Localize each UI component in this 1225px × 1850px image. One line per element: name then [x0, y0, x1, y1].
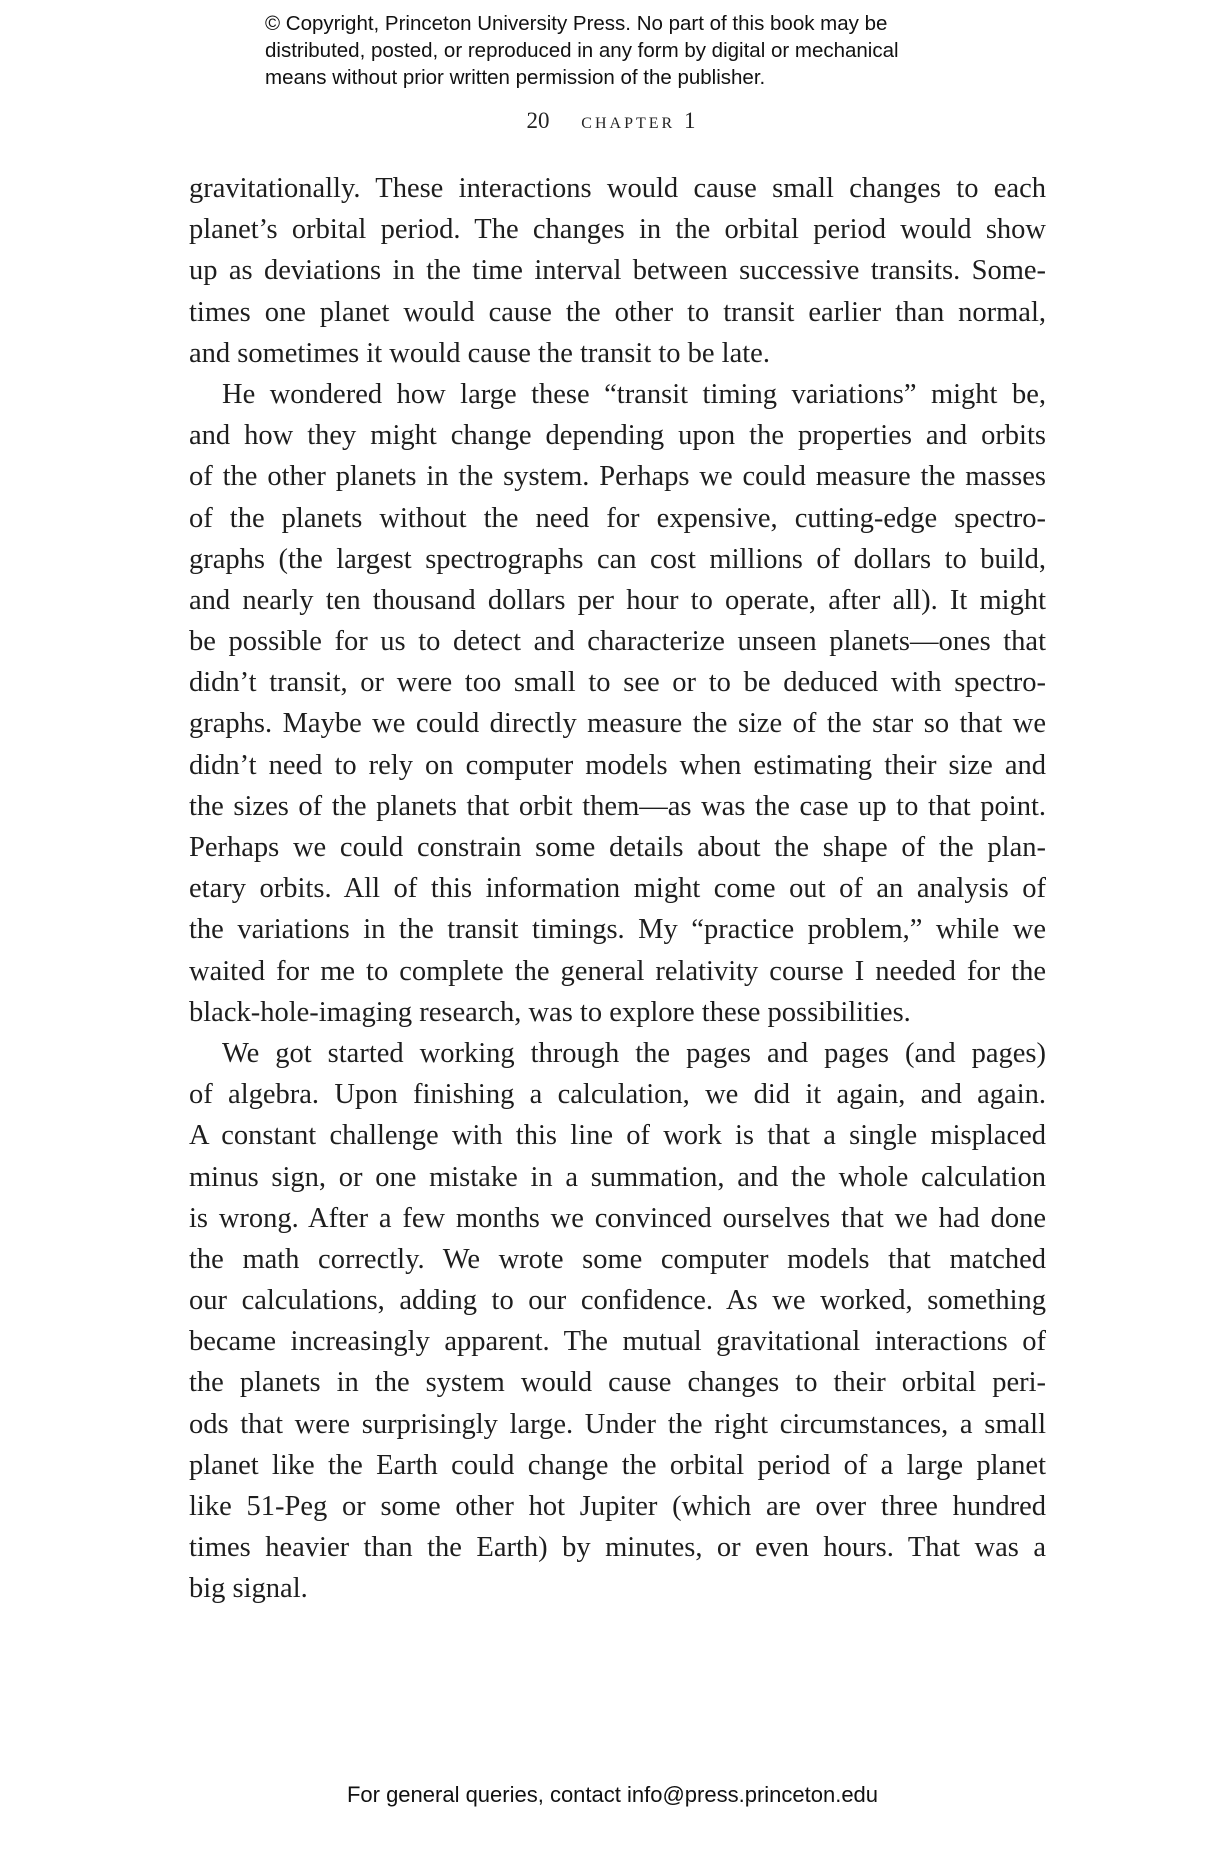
text-line: etary orbits. All of this information might come out of an analysis of [189, 873, 1046, 905]
body-text [189, 168, 1046, 1610]
text-line: minus sign, or one mistake in a summation, and the whole calculation [189, 1161, 1046, 1193]
text-line: of the planets without the need for expensive, cutting-edge spectro- [189, 502, 1046, 534]
text-line: graphs (the largest spectrographs can cost millions of dollars to build, [189, 543, 1046, 575]
page-number: 20 [526, 108, 550, 133]
text-line: our calculations, adding to our confidence. As we worked, something [189, 1285, 1046, 1317]
text-line: be possible for us to detect and characterize unseen planets—ones that [189, 626, 1046, 658]
text-line: and nearly ten thousand dollars per hour to operate, after all). It might [189, 584, 1046, 616]
text-line: He wondered how large these “transit timing variations” might be, [222, 378, 1046, 410]
text-line: gravitationally. These interactions would cause small changes to each [189, 173, 1046, 204]
text-line: of the other planets in the system. Perhaps we could measure the masses [189, 461, 1046, 493]
text-line: planet’s orbital period. The changes in the orbital period would show [189, 214, 1046, 246]
copyright-notice [265, 10, 1025, 91]
text-line: like 51-Peg or some other hot Jupiter (which are over three hundred [189, 1491, 1046, 1522]
text-line: ods that were surprisingly large. Under the right circumstances, a small [189, 1408, 1046, 1440]
text-line: graphs. Maybe we could directly measure the size of the star so that we [189, 708, 1046, 740]
text-line: times heavier than the Earth) by minutes, or even hours. That was a [189, 1532, 1046, 1564]
text-line: and sometimes it would cause the transit to be late. [189, 337, 770, 369]
paragraph [189, 374, 1046, 1033]
copyright-line: © Copyright, Princeton University Press. No part of this book may be [265, 12, 888, 35]
text-line: times one planet would cause the other to transit earlier than normal, [189, 296, 1046, 328]
text-line: of algebra. Upon finishing a calculation, we did it again, and again. [189, 1079, 1046, 1111]
paragraph [189, 168, 1046, 374]
text-line: We got started working through the pages and pages (and pages) [222, 1037, 1046, 1069]
text-line: didn’t need to rely on computer models when estimating their size and [189, 749, 1046, 781]
text-line: the math correctly. We wrote some computer models that matched [189, 1243, 1046, 1275]
paragraph [189, 1033, 1046, 1610]
text-line: the variations in the transit timings. My “practice problem,” while we [189, 914, 1046, 946]
text-line: is wrong. After a few months we convinced ourselves that we had done [189, 1202, 1046, 1234]
text-line: the sizes of the planets that orbit them—as was the case up to that point. [189, 790, 1046, 822]
text-line: didn’t transit, or were too small to see or to be deduced with spectro- [189, 667, 1046, 699]
text-line: A constant challenge with this line of work is that a single misplaced [189, 1120, 1046, 1152]
text-line: up as deviations in the time interval between successive transits. Some- [189, 255, 1046, 287]
running-head [0, 108, 1225, 134]
text-line: big signal. [189, 1573, 308, 1605]
text-line: Perhaps we could constrain some details about the shape of the plan- [189, 832, 1046, 863]
copyright-line: distributed, posted, or reproduced in any form by digital or mechanical [265, 39, 899, 62]
chapter-label: chapter 1 [581, 108, 699, 133]
text-line: and how they might change depending upon the properties and orbits [189, 420, 1046, 452]
text-line: the planets in the system would cause changes to their orbital peri- [189, 1367, 1046, 1399]
text-line: became increasingly apparent. The mutual gravitational interactions of [189, 1326, 1046, 1358]
text-line: waited for me to complete the general relativity course I needed for the [189, 955, 1046, 987]
copyright-line: means without prior written permission of the publisher. [265, 66, 766, 89]
text-line: black-hole-imaging research, was to explore these possibilities. [189, 996, 911, 1028]
text-line: planet like the Earth could change the orbital period of a large planet [189, 1449, 1046, 1481]
footer-contact: For general queries, contact info@press.princeton.edu [346, 1782, 879, 1807]
